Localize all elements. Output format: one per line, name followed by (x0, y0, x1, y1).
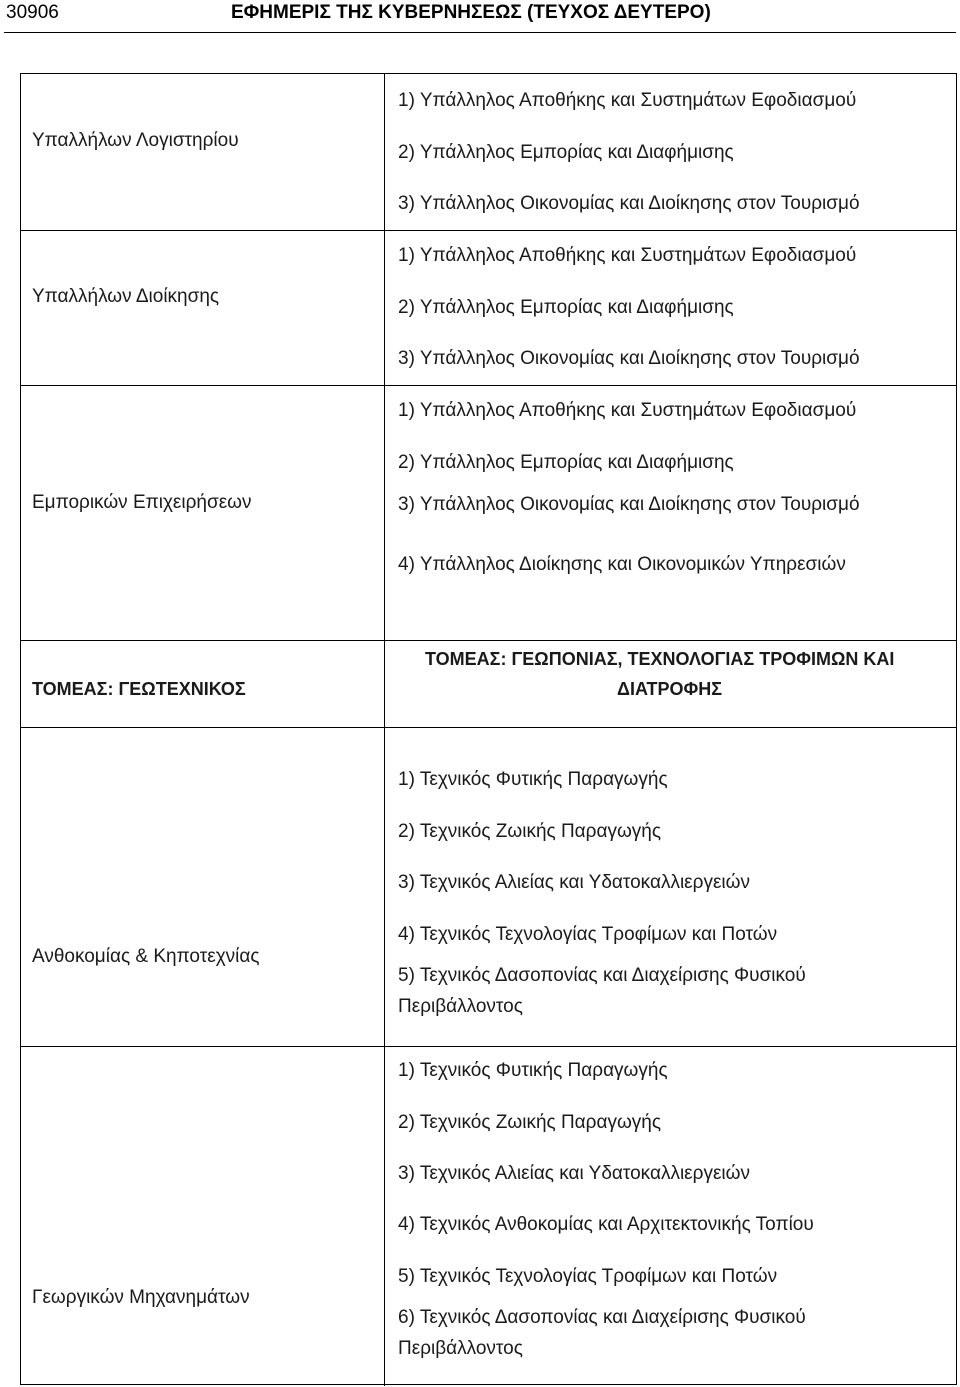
gazette-title: ΕΦΗΜΕΡΙΣ ΤΗΣ ΚΥΒΕΡΝΗΣΕΩΣ (ΤΕΥΧΟΣ ΔΕΥΤΕΡΟ) (231, 2, 711, 23)
list-item: 4) Υπάλληλος Διοίκησης και Οικονομικών Υπηρεσιών (398, 554, 846, 575)
list-item: 2) Τεχνικός Ζωικής Παραγωγής (398, 1112, 662, 1133)
list-item: 5) Τεχνικός Τεχνολογίας Τροφίμων και Ποτών (398, 1266, 778, 1287)
specialty-name: Εμπορικών Επιχειρήσεων (32, 492, 252, 513)
list-item: 4) Τεχνικός Τεχνολογίας Τροφίμων και Ποτών (398, 924, 778, 945)
specialty-name: Υπαλλήλων Διοίκησης (32, 286, 220, 307)
list-item: 3) Υπάλληλος Οικονομίας και Διοίκησης στον Τουρισμό (398, 193, 860, 214)
list-item: 6) Τεχνικός Δασοπονίας και Διαχείρισης Φυσικού (398, 1307, 806, 1328)
list-item: 2) Τεχνικός Ζωικής Παραγωγής (398, 821, 662, 842)
table-row (21, 230, 956, 385)
list-item: 2) Υπάλληλος Εμπορίας και Διαφήμισης (398, 142, 734, 163)
list-item: 3) Τεχνικός Αλιείας και Υδατοκαλλιεργειών (398, 1163, 750, 1184)
specialty-name: Υπαλλήλων Λογιστηρίου (32, 130, 239, 151)
list-item: 2) Υπάλληλος Εμπορίας και Διαφήμισης (398, 452, 734, 473)
specialties-table-2 (20, 640, 957, 1385)
list-item: 1) Υπάλληλος Αποθήκης και Συστημάτων Εφοδιασμού (398, 400, 857, 421)
sector-title-right-line2: ΔΙΑΤΡΟΦΗΣ (617, 679, 723, 699)
table-row (21, 1046, 956, 1386)
list-item-continuation: Περιβάλλοντος (398, 996, 523, 1017)
list-item: 2) Υπάλληλος Εμπορίας και Διαφήμισης (398, 297, 734, 318)
table-row (21, 727, 956, 1046)
list-item: 3) Υπάλληλος Οικονομίας και Διοίκησης στον Τουρισμό (398, 494, 860, 515)
list-item: 1) Υπάλληλος Αποθήκης και Συστημάτων Εφοδιασμού (398, 90, 857, 111)
sector-title-left: ΤΟΜΕΑΣ: ΓΕΩΤΕΧΝΙΚΟΣ (32, 679, 246, 699)
specialty-name: Ανθοκομίας & Κηποτεχνίας (32, 946, 260, 967)
list-item: 3) Υπάλληλος Οικονομίας και Διοίκησης στον Τουρισμό (398, 348, 860, 369)
page-number: 30906 (6, 2, 59, 23)
list-item: 3) Τεχνικός Αλιείας και Υδατοκαλλιεργειών (398, 872, 750, 893)
sector-header-row (21, 641, 956, 727)
list-item: 1) Τεχνικός Φυτικής Παραγωγής (398, 769, 668, 790)
table-row (21, 385, 956, 641)
header-rule (4, 32, 956, 33)
list-item: 5) Τεχνικός Δασοπονίας και Διαχείρισης Φυσικού (398, 965, 806, 986)
page-header (0, 0, 960, 34)
sector-title-right-line1: ΤΟΜΕΑΣ: ΓΕΩΠΟΝΙΑΣ, ΤΕΧΝΟΛΟΓΙΑΣ ΤΡΟΦΙΜΩΝ ΚΑΙ (425, 649, 895, 669)
list-item: 1) Υπάλληλος Αποθήκης και Συστημάτων Εφοδιασμού (398, 245, 857, 266)
table-row (21, 74, 956, 230)
specialties-table-1 (20, 73, 957, 641)
list-item-continuation: Περιβάλλοντος (398, 1338, 523, 1359)
list-item: 4) Τεχνικός Ανθοκομίας και Αρχιτεκτονικής Τοπίου (398, 1214, 814, 1235)
specialty-name: Γεωργικών Μηχανημάτων (32, 1287, 250, 1308)
list-item: 1) Τεχνικός Φυτικής Παραγωγής (398, 1060, 668, 1081)
